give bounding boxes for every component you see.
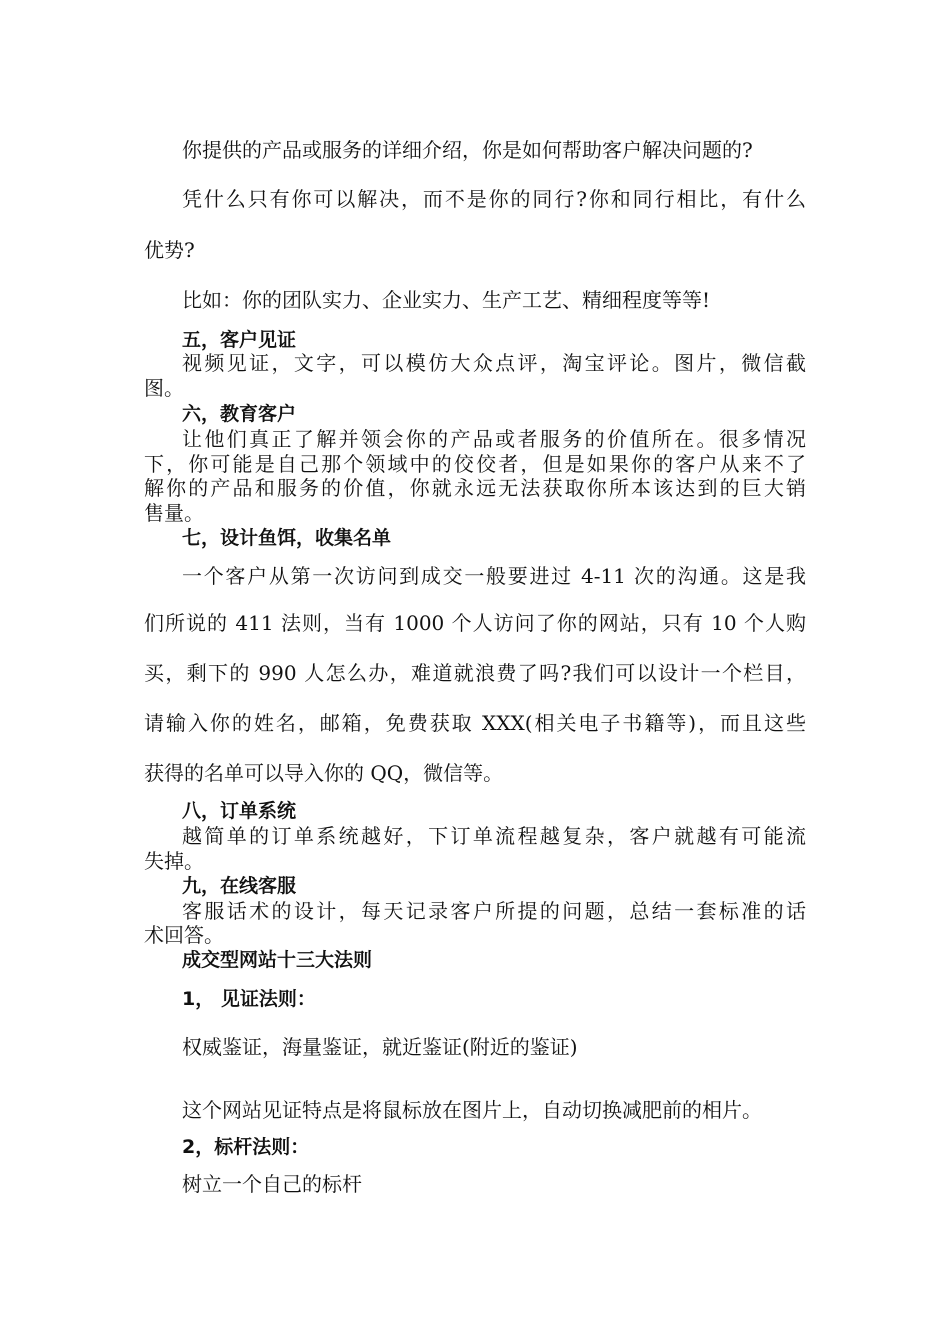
paragraph-line: 权威鉴证，海量鉴证，就近鉴证(附近的鉴证): [182, 1035, 578, 1059]
rule-2-heading: 2，标杆法则：: [182, 1136, 310, 1158]
paragraph-line: 你提供的产品或服务的详细介绍，你是如何帮助客户解决问题的?: [182, 138, 753, 162]
section-heading-9: 九，在线客服: [182, 875, 297, 897]
paragraph-line: 越简单的订单系统越好，下订单流程越复杂，客户就越有可能流: [182, 824, 806, 848]
paragraph-line: 下，你可能是自己那个领域中的佼佼者，但是如果你的客户从来不了: [144, 452, 806, 476]
paragraph-line: 术回答。: [144, 923, 224, 947]
paragraph-line: 买，剩下的 990 人怎么办，难道就浪费了吗?我们可以设计一个栏目，: [144, 661, 806, 685]
section-heading-8: 八，订单系统: [182, 800, 297, 822]
section-heading-7: 七，设计鱼饵，收集名单: [182, 527, 392, 549]
rule-1-heading: 1， 见证法则：: [182, 988, 316, 1010]
paragraph-line: 凭什么只有你可以解决，而不是你的同行?你和同行相比，有什么: [182, 187, 806, 211]
paragraph-line: 客服话术的设计，每天记录客户所提的问题，总结一套标准的话: [182, 899, 806, 923]
paragraph-line: 请输入你的姓名，邮箱，免费获取 XXX(相关电子书籍等)，而且这些: [144, 711, 806, 735]
paragraph-line: 解你的产品和服务的价值，你就永远无法获取你所本该达到的巨大销: [144, 476, 806, 500]
paragraph-line: 比如：你的团队实力、企业实力、生产工艺、精细程度等等!: [182, 288, 711, 312]
paragraph-line: 获得的名单可以导入你的 QQ，微信等。: [144, 761, 504, 785]
paragraph-line: 树立一个自己的标杆: [182, 1172, 362, 1196]
paragraph-line: 这个网站见证特点是将鼠标放在图片上，自动切换减肥前的相片。: [182, 1098, 762, 1122]
paragraph-line: 视频见证，文字，可以模仿大众点评，淘宝评论。图片，微信截: [182, 351, 806, 375]
paragraph-line: 售量。: [144, 501, 204, 525]
paragraph-line: 们所说的 411 法则，当有 1000 个人访问了你的网站，只有 10 个人购: [144, 611, 806, 635]
paragraph-line: 让他们真正了解并领会你的产品或者服务的价值所在。很多情况: [182, 427, 806, 451]
rules-heading: 成交型网站十三大法则: [182, 949, 373, 971]
section-heading-6: 六，教育客户: [182, 403, 297, 425]
paragraph-line: 失掉。: [144, 849, 204, 873]
paragraph-line: 一个客户从第一次访问到成交一般要进过 4-11 次的沟通。这是我: [182, 564, 806, 588]
paragraph-line: 优势?: [144, 238, 195, 262]
paragraph-line: 图。: [144, 376, 184, 400]
section-heading-5: 五，客户见证: [182, 329, 297, 351]
